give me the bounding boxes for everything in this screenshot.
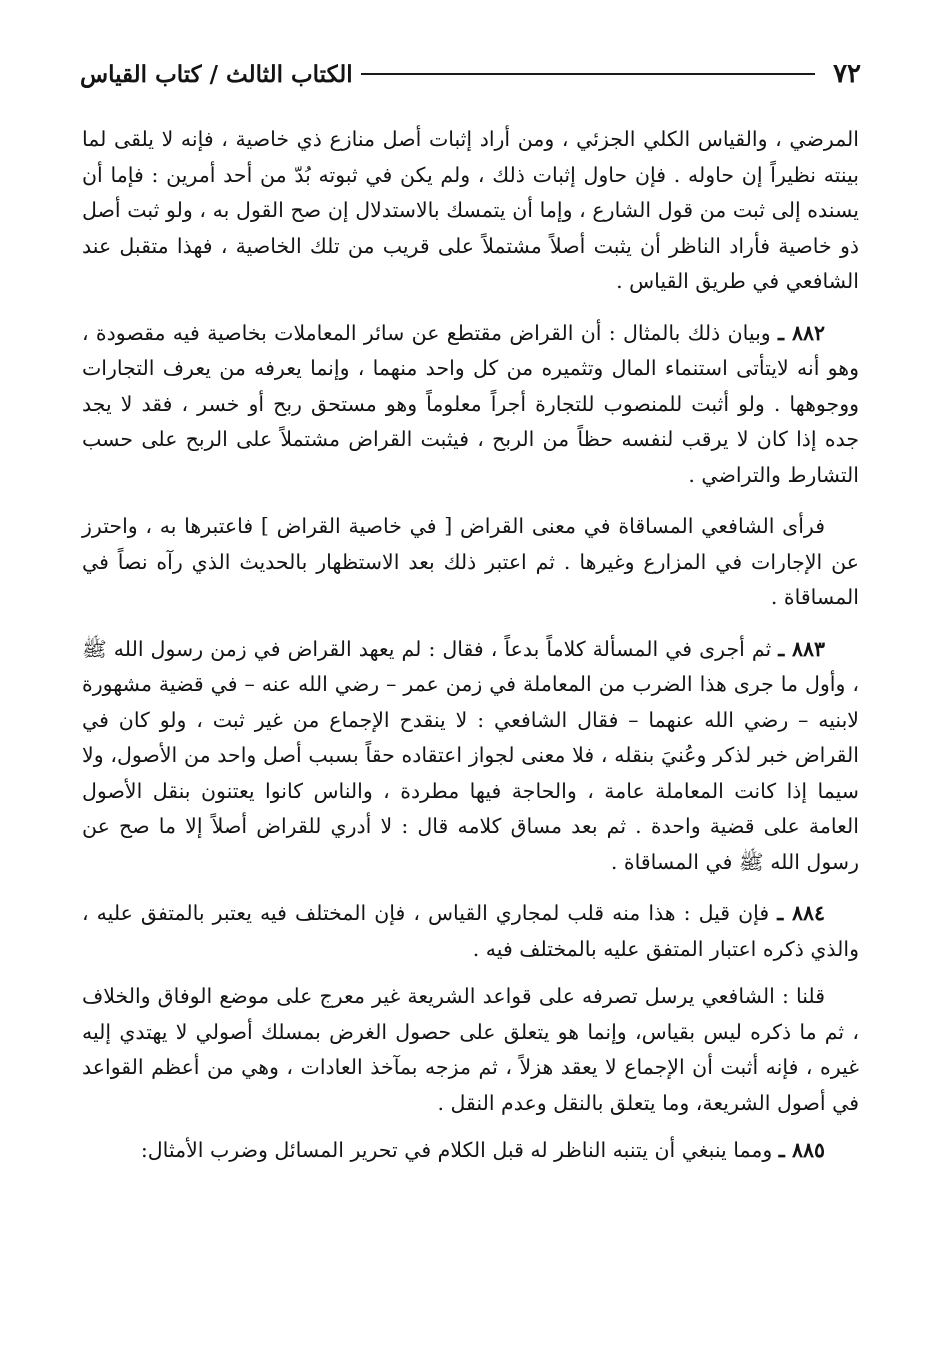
paragraph-883 xyxy=(82,632,859,881)
paragraph-882 xyxy=(82,316,859,494)
paragraph-number: ٨٨٥ ـ xyxy=(778,1138,825,1162)
paragraph-text: ثم أجرى في المسألة كلاماً بدعاً ، فقال : لم يعهد القراض في زمن رسول الله ﷺ ، وأول ما جرى هذا الضرب من المعاملة في زمن عمر – رضي الله عنه – في قضية مشهورة لابنيه – رضي الله عنهما – فقال الشافعي : لا ينقدح الإجماع من غير ثبت ، ولو كان في القراض خبر لذكر وعُنيَ بنقله ، فلا معنى لجواز اعتقاده حقاً بسبب أصل واحد من الأصول، ولا سيما إذا كانت المعاملة عامة ، والحاجة فيها مطردة ، والناس كانوا يعتنون بنقل الأصول العامة على قضية واحدة . ثم بعد مساق كلامه قال : لا أدري للقراض أصلاً إلا ما صح عن رسول الله ﷺ في المساقاة . xyxy=(82,636,859,874)
page-body xyxy=(82,122,859,1185)
paragraph-intro-continuation xyxy=(82,122,859,300)
paragraph-884 xyxy=(82,896,859,967)
paragraph-885 xyxy=(82,1133,859,1169)
paragraph-number: ٨٨٢ ـ xyxy=(778,320,825,345)
header-rule xyxy=(361,73,815,75)
paragraph-text: وبيان ذلك بالمثال : أن القراض مقتطع عن سائر المعاملات بخاصية فيه مقصودة ، وهو أنه لايتأتى استنماء المال وتثميره من كل واحد منهما ، وإنما يعرفه من يعرف التجارات ووجوهها . ولو أثبت للمنصوب للتجارة أجراً معلوماً وهو مستحق ربح أو خسر ، فقد لا يجد جده إذا كان لا يرقب لنفسه حظاً من الربح ، فيثبت القراض مشتملاً على الربح على حسب التشارط والتراضي . xyxy=(82,320,859,487)
paragraph-text: ومما ينبغي أن يتنبه الناظر له قبل الكلام في تحرير المسائل وضرب الأمثال: xyxy=(140,1138,773,1162)
paragraph-text: فرأى الشافعي المساقاة في معنى القراض [ في خاصية القراض ] فاعتبرها به ، واحترز عن الإجارات في المزارع وغيرها . ثم اعتبر ذلك بعد الاستظهار بالحديث الذي رآه نصاً في المساقاة . xyxy=(82,514,859,609)
running-head: الكتاب الثالث / كتاب القياس xyxy=(80,60,353,88)
paragraph-text: المرضي ، والقياس الكلي الجزئي ، ومن أراد إثبات أصل منازع ذي خاصية ، فإنه لا يلقى لما بينته نظيراً إن حاوله . فإن حاول إثبات ذلك ، ولم يكن في ثبوته بُدّ من أحد أمرين : فإما أن يسنده إلى ثبت من قول الشارع ، وإما أن يتمسك بالاستدلال إن صح القول به ، ولو ثبت أصل ذو خاصية فأراد الناظر أن يثبت أصلاً مشتملاً على قريب من تلك الخاصية ، فهذا متقبل عند الشافعي في طريق القياس . xyxy=(82,127,859,293)
paragraph-text: قلنا : الشافعي يرسل تصرفه على قواعد الشريعة غير معرج على موضع الوفاق والخلاف ، ثم ما ذكره ليس بقياس، وإنما هو يتعلق على حصول الغرض بمسلك أصولي لا يهتدي إليه غيره ، فإنه أثبت أن الإجماع لا يعقد هزلاً ، ثم مزجه بمآخذ العادات ، وهي من أعظم القواعد في أصول الشريعة، وما يتعلق بالنقل وعدم النقل . xyxy=(82,984,859,1115)
paragraph-text: فإن قيل : هذا منه قلب لمجاري القياس ، فإن المختلف فيه يعتبر بالمتفق عليه ، والذي ذكره اعتبار المتفق عليه بالمختلف فيه . xyxy=(82,901,859,961)
paragraph-number: ٨٨٣ ـ xyxy=(778,636,825,661)
paragraph-number: ٨٨٤ ـ xyxy=(777,901,825,925)
paragraph-musaqat xyxy=(82,509,859,616)
paragraph-reply xyxy=(82,979,859,1121)
page-number: ٧٢ xyxy=(833,59,861,89)
page-header xyxy=(80,52,861,96)
